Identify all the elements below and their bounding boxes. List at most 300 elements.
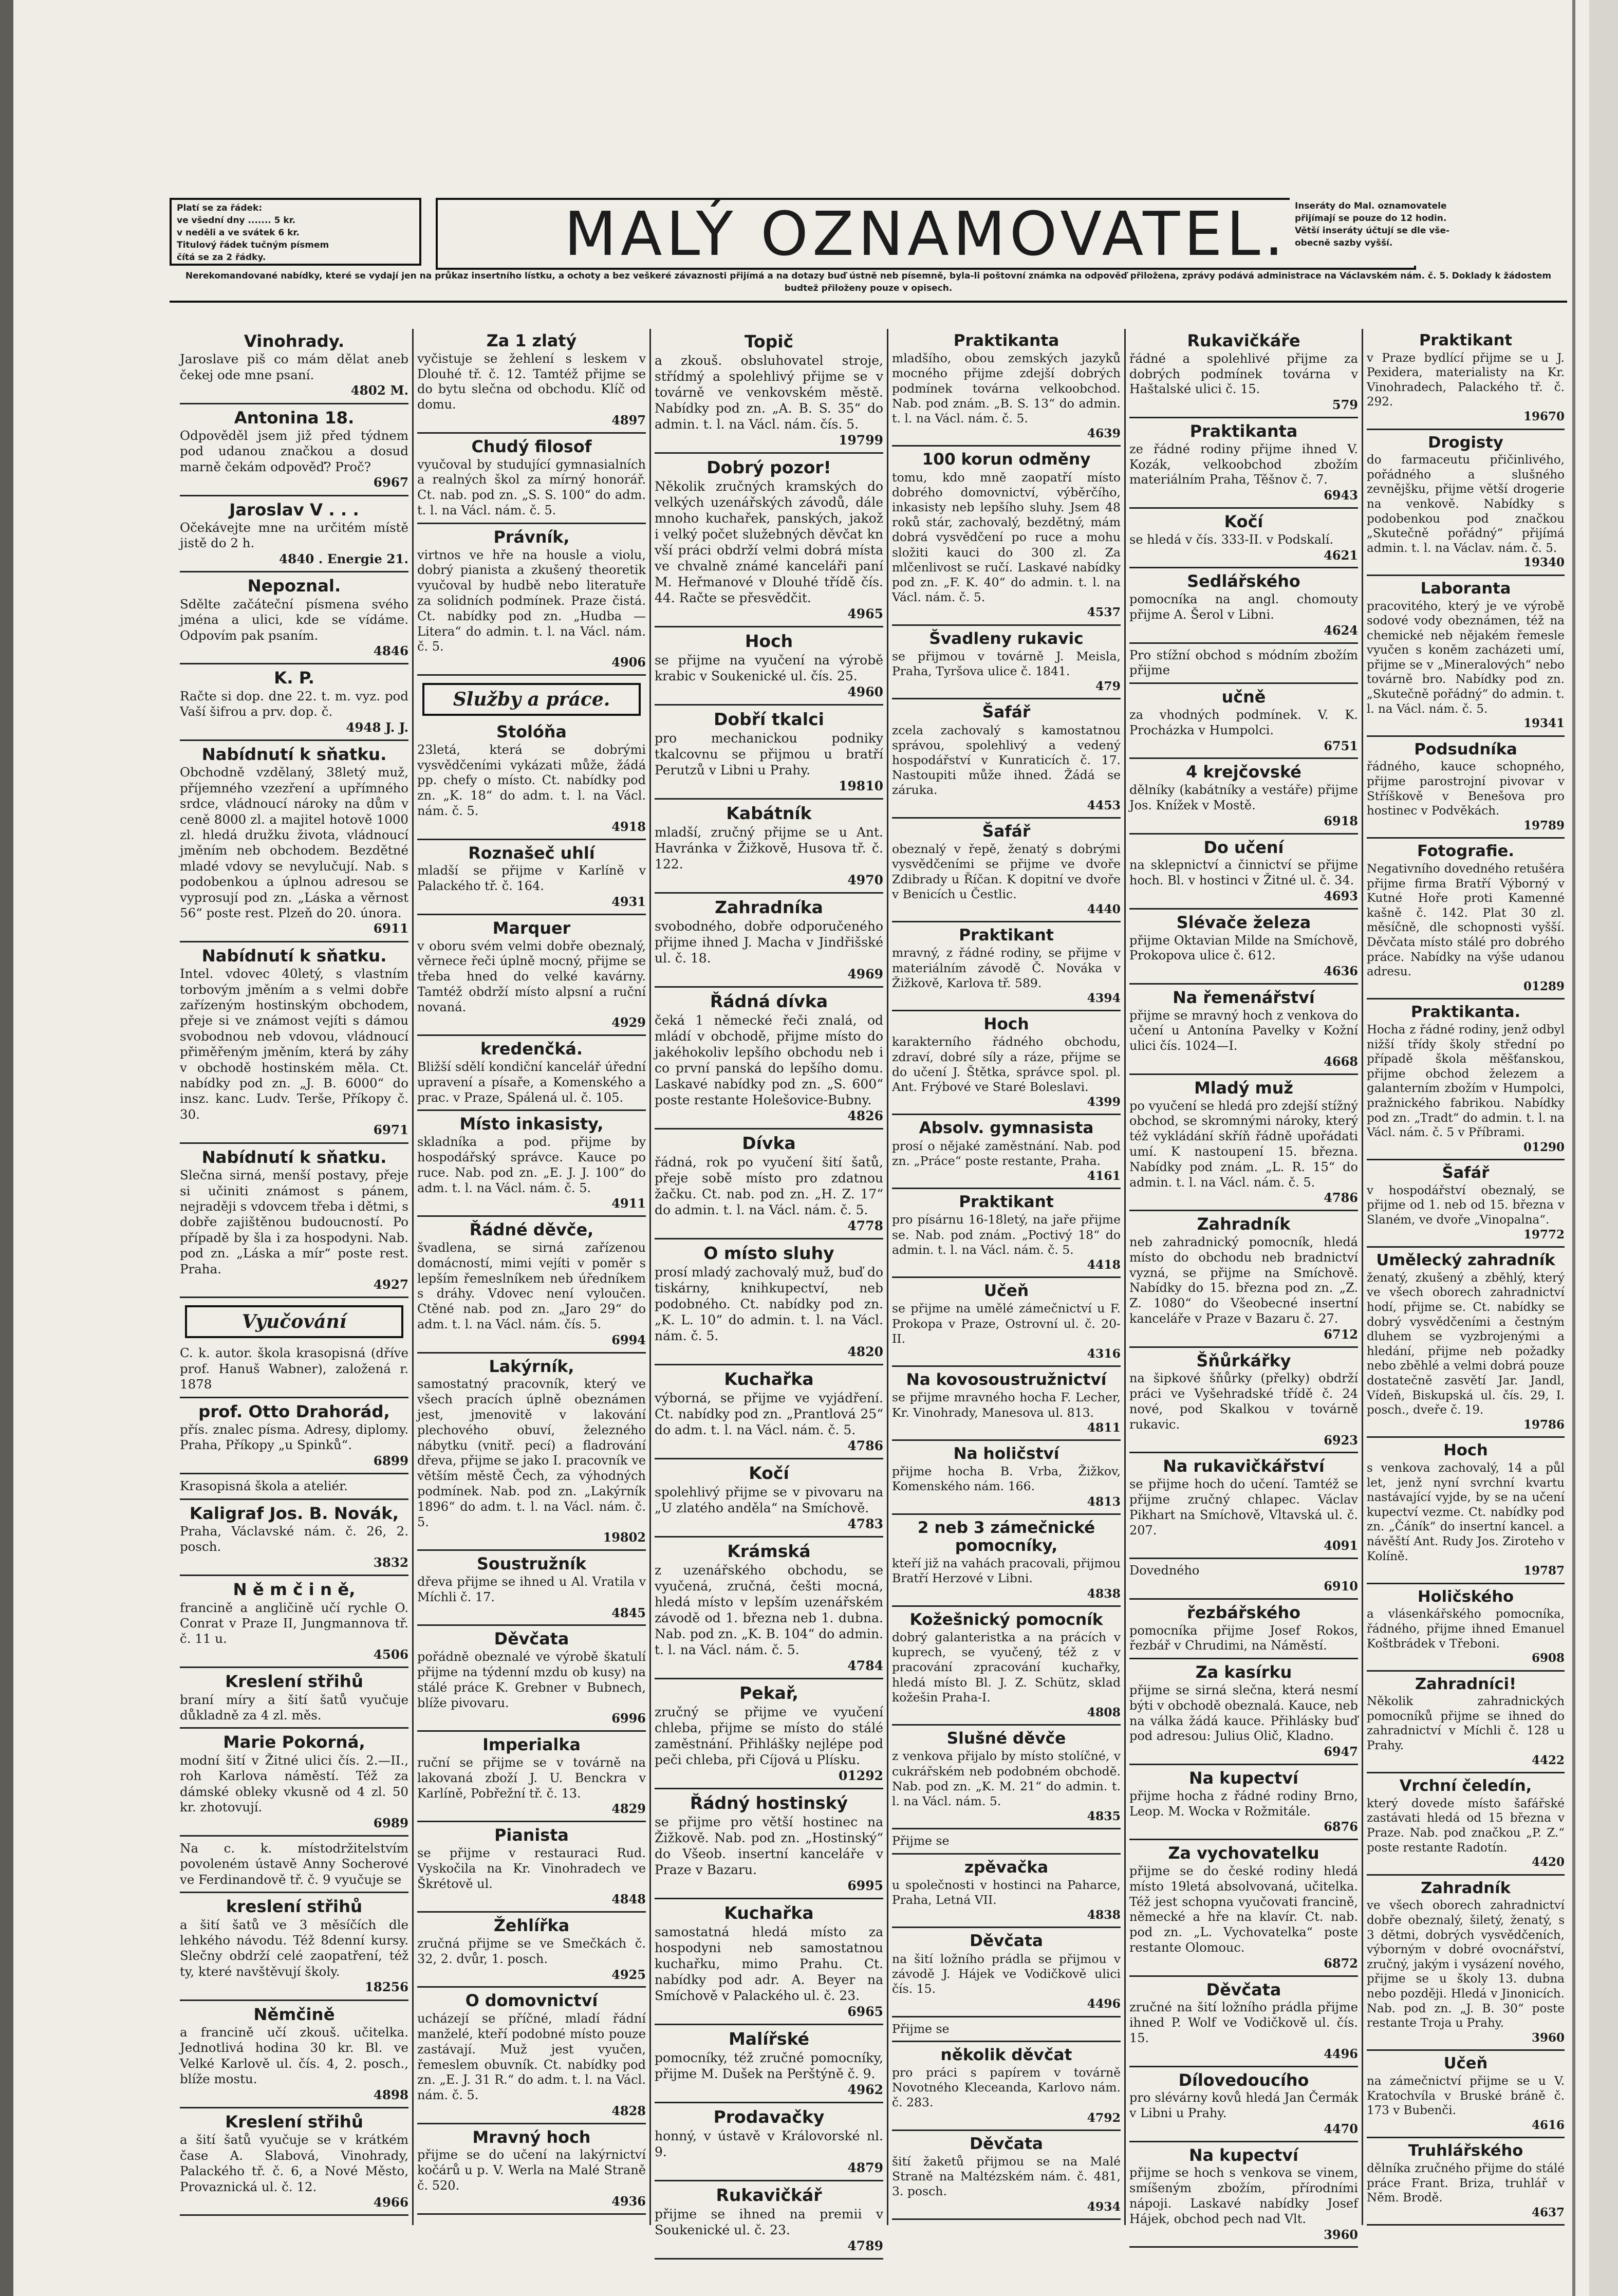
rates-box-left <box>170 198 421 266</box>
classified-ad <box>655 2107 883 2181</box>
ad-body: mladší se přijme v Karlíně v Palackého tř. č. 164. <box>417 863 646 894</box>
ad-separator <box>180 495 408 496</box>
ad-number: 4820 <box>847 1344 883 1359</box>
ad-separator <box>1129 1558 1358 1559</box>
ad-body: čeká 1 německé řeči znalá, od mládí v obchodě, přijme místo do jakéhokoliv lepšího obchodu neb i co první panská do lepšího domu. Laskavé nabídky pod zn. „S. 600“ poste restante Holešovice-Bubny. <box>655 1013 883 1107</box>
classified-ad <box>892 451 1121 625</box>
classified-ad <box>892 823 1121 922</box>
classified-ad <box>180 1580 408 1668</box>
ad-separator <box>417 1352 646 1354</box>
ad-heading: zpěvačka <box>964 1858 1049 1877</box>
classified-ad <box>417 2128 646 2215</box>
classified-ad <box>1129 572 1358 643</box>
ad-body: samostatná hledá místo za hospodyni neb samostatnou kuchařku, mimo Prahu. Ct. nabídky pod adr. A. Beyer na Smíchově v Palackého ul. č. 23. <box>655 1924 883 2003</box>
ad-heading: kreslení střihů <box>226 1897 363 1917</box>
ad-number: 4786 <box>1324 1190 1358 1206</box>
masthead-note: Nerekomandované nabídky, které se vydají jen na průkaz insertního lístku, a ochoty a bez veškeré závaznosti přijímá a na dotazy buď ústně neb písemně, byla-li poštovní známka na odpověď přiložena, zprávy podává administrace na Václavském nám. č. 5. Doklady k žádostem budtež přiloženy pouze v opisech. <box>185 271 1552 293</box>
ad-number: 4420 <box>1531 1855 1565 1869</box>
ad-body: přijme se do české rodiny hledá místo 19letá absolvovaná, učitelka. Též jest schopna vyučovati francině, německé a hře na klavír. Ct. nab. pod zn. „L. Vychovatelka“ poste restante Olomouc. <box>1129 1863 1358 1955</box>
classified-ad <box>180 501 408 573</box>
ad-separator <box>417 1215 646 1217</box>
classified-ad <box>417 1358 646 1551</box>
classified-ad <box>180 409 408 496</box>
ad-number: 6923 <box>1324 1432 1358 1448</box>
classified-ad <box>1367 2055 1565 2138</box>
classified-ad <box>180 1148 408 1299</box>
ad-heading: Praktikanta <box>1189 421 1298 441</box>
ad-heading: řezbářského <box>1187 1603 1300 1622</box>
ad-separator <box>1129 1073 1358 1075</box>
ad-body: samostatný pracovník, který ve všech pracích úplně obeznámen jest, jmenovitě v lakování plechového obuví, železného nábytku (vnitř. pecí) a fladrování dřeva, přijme se jako I. pracovník ve větším městě Čech, za výhodných podmínek. Nab. pod zn. „Lakýrník 1896“ do adm. t. l. na Václ. nám. č. 5. <box>417 1377 646 1529</box>
ad-body: v oboru svém velmi dobře obeznalý, věrnece řeči úplně mocný, přijme se třeba hned do velké kavárny. Tamtéž obdrží místo alpsní a ruční novaná. <box>417 938 646 1014</box>
ad-body: neb zahradnický pomocník, hledá místo do obchodu neb bradnictví vyzná, se přijme na Smíchově. Nabídky do 15. března pod zn. „Z. Z. 1080“ do Všeobecné insertní kanceláře v Praze v Bazaru č. 27. <box>1129 1235 1358 1326</box>
ad-number: 4838 <box>1087 1586 1121 1601</box>
ad-body: a zkouš. obsluhovatel stroje, střídmý a spolehlivý přijme se v továrně ve venkovském městě. Nabídky pod zn. „A. B. S. 35“ do admin. t. l. na Václ. nám. čís. 5. <box>655 353 883 432</box>
ad-heading: Vrchní čeledín, <box>1399 1777 1532 1795</box>
classified-ad <box>892 1193 1121 1278</box>
ad-number: 6876 <box>1324 1819 1358 1835</box>
ad-number: 4316 <box>1087 1346 1121 1361</box>
ad-separator <box>892 817 1121 819</box>
ad-body: za vhodných podmínek. V. K. Procházka v Humpolci. <box>1129 707 1358 737</box>
ad-body: Slečna sirná, menší postavy, přeje si učiniti známost s pánem, nejraději s vdovcem třeba i dětmi, s dobře zajištěnou budoucností. Po případě by šla i za hospodyni. Nab. pod zn. „Láska a mír“ poste rest. Praha. <box>180 1168 408 1276</box>
rates-line: Platí se za řádek: <box>177 203 263 213</box>
classified-ad <box>180 2113 408 2216</box>
classified-ad <box>1129 2146 1358 2248</box>
classified-ad <box>655 2029 883 2103</box>
ad-heading: Šňůrkářky <box>1196 1351 1291 1371</box>
ad-number: 4960 <box>847 684 883 699</box>
ad-heading: Prodavačky <box>713 2107 825 2127</box>
classified-ad <box>417 1555 646 1626</box>
classified-ad <box>1367 1004 1565 1160</box>
ad-body: a francině učí zkouš. učitelka. Jednotlivá hodina 30 kr. Bl. ve Velké Karlově ul. čís. 4, 2. posch., blíže mostu. <box>180 2024 408 2087</box>
ad-number: 4778 <box>847 1218 883 1233</box>
ad-heading: Absolv. gymnasista <box>919 1119 1094 1138</box>
ad-separator <box>417 523 646 524</box>
ad-heading: Zahradník <box>1421 1879 1511 1897</box>
classified-ad <box>417 1221 646 1353</box>
ad-body: Račte si dop. dne 22. t. m. vyz. pod Vaší šifrou a prv. dop. č. <box>180 688 408 719</box>
ad-separator <box>655 1678 883 1679</box>
classified-ad <box>1367 1880 1565 2051</box>
ad-heading: Kočí <box>749 1463 789 1483</box>
classified-ad <box>417 438 646 524</box>
classified-ad <box>655 898 883 988</box>
ad-separator <box>1367 1583 1565 1584</box>
classified-ad <box>1129 1981 1358 2067</box>
classified-ad <box>655 1683 883 1789</box>
ad-separator <box>655 2102 883 2103</box>
ad-number: 4506 <box>373 1646 408 1662</box>
ad-body: pracovitého, který je ve výrobě sodové vody obeznámen, též na chemické neb nějakém řemesle vyučen s koněm zacházeti umí, přijme se v „Mineralových“ nebo továrně bro. Nabídky pod zn. „Skutečně pořádný“ do admin. t. l. na Václ. nám. č. 5. <box>1367 599 1565 716</box>
classified-ad <box>180 1478 408 1499</box>
classified-ad <box>892 1932 1121 2017</box>
ad-body: pomocníka na angl. chomouty přijme A. Šerol v Libni. <box>1129 592 1358 622</box>
column-divider <box>412 329 414 2225</box>
rates-line: v neděli a ve svátek 6 kr. <box>177 228 300 238</box>
ad-heading: Pekař, <box>739 1683 798 1703</box>
classified-ad <box>180 2005 408 2108</box>
classified-ad <box>1367 1252 1565 1438</box>
ad-number: 19670 <box>1523 409 1565 423</box>
ad-number: 3832 <box>373 1554 408 1570</box>
classified-ad <box>180 669 408 741</box>
classified-ad <box>1367 1164 1565 1248</box>
classified-ad <box>417 1040 646 1111</box>
ad-body: přís. znalec písma. Adresy, diplomy. Praha, Příkopy „u Spinků“. <box>180 1421 408 1453</box>
ad-heading: Šafář <box>1442 1164 1490 1182</box>
classified-ad <box>892 1445 1121 1515</box>
ad-separator <box>655 1364 883 1365</box>
ad-separator <box>1129 1658 1358 1659</box>
classified-ad <box>1367 843 1565 999</box>
ad-heading: Malířské <box>728 2029 810 2049</box>
ad-heading: Kožešnický pomocník <box>909 1610 1103 1629</box>
ad-number: 4848 <box>611 1892 646 1907</box>
ad-body: vyučoval by studující gymnasialních a realných škol za mírný honorář. Ct. nab. pod zn. „S. S. 100“ do adm. t. l. na Václ. nám. č. 5. <box>417 457 646 517</box>
ad-body: zručná přijme se ve Smečkách č. 32, 2. dvůr, 1. posch. <box>417 1936 646 1966</box>
classified-ad <box>1367 741 1565 839</box>
ad-body: se přijme na umělé zámečnictví u F. Prokopa v Praze, Ostrovní ul. č. 20-II. <box>892 1301 1121 1346</box>
ad-body: na šipkové šňůrky (přelky) obdrží práci ve Vyšehradské třídě č. 24 nové, pod Skalkou v továrně rukavic. <box>1129 1371 1358 1432</box>
ad-body: svobodného, dobře odporučeného přijme ihned J. Macha v Jindřišské ul. č. 18. <box>655 919 883 966</box>
ad-body: prosí o nějaké zaměstnání. Nab. pod zn. „Práce“ poste restante, Praha. <box>892 1138 1121 1168</box>
ad-separator <box>180 1727 408 1729</box>
ad-number: 4918 <box>611 819 646 834</box>
ad-number: 6910 <box>1324 1578 1358 1594</box>
ad-heading: Soustružník <box>476 1554 586 1574</box>
ad-number: 4639 <box>1087 426 1121 441</box>
ad-separator <box>1367 2224 1565 2226</box>
ad-number: 19799 <box>839 433 883 448</box>
ad-separator <box>892 1853 1121 1855</box>
ad-separator <box>1129 1346 1358 1348</box>
ad-heading: Nabídnutí k sňatku. <box>201 1147 387 1167</box>
ad-number: 19786 <box>1523 1417 1565 1432</box>
ad-number: 6967 <box>373 475 408 490</box>
classified-ad <box>1129 839 1358 910</box>
ad-heading: Šafář <box>982 703 1031 722</box>
ad-body: Jaroslave piš co mám dělat aneb čekej ode mne psaní. <box>180 351 408 382</box>
classified-ad <box>1367 332 1565 430</box>
ad-heading: Řádná dívka <box>710 991 828 1011</box>
classified-ad <box>1367 1442 1565 1584</box>
ad-heading: Antonina 18. <box>234 408 355 428</box>
ad-heading: Dílovedoucího <box>1178 2070 1309 2090</box>
classified-ad <box>655 1134 883 1239</box>
ad-body: na šití ložního prádla se přijmou v závodě J. Hájek ve Vodičkově ulici čís. 15. <box>892 1951 1121 1996</box>
ad-body: Na c. k. místodržitelstvím povoleném ústavě Anny Socherové ve Ferdinandově tř. č. 9 vyučuje se <box>180 1840 408 1887</box>
ad-body: v hospodářství obeznalý, se přijme od 1. neb od 15. března v Slaném, ve dvoře „Vinopalna“. <box>1367 1183 1565 1227</box>
ad-separator <box>892 1188 1121 1189</box>
ad-body: dřeva přijme se ihned u Al. Vratila v Míchli č. 17. <box>417 1574 646 1604</box>
ad-heading: Lakýrník, <box>489 1357 574 1376</box>
ad-body: řádného, kauce schopného, přijme parostrojní pivovar v Stříškově v Benešova pro hostinec v Podvěkách. <box>1367 760 1565 818</box>
ad-separator <box>417 1911 646 1913</box>
rates-line: přijímají se pouze do 12 hodin. <box>1295 213 1447 224</box>
ad-heading: Právník, <box>493 527 570 547</box>
classified-ad <box>417 723 646 840</box>
classified-ad <box>1129 1604 1358 1659</box>
classified-ad <box>1129 513 1358 568</box>
ad-number: 4927 <box>373 1276 408 1292</box>
column-divider <box>887 329 888 2225</box>
column-divider <box>649 329 651 2225</box>
ad-number: 4846 <box>373 643 408 658</box>
ad-heading: Praktikanta <box>953 331 1059 350</box>
classified-ad <box>892 1015 1121 1115</box>
ad-separator <box>1367 998 1565 999</box>
ad-separator <box>1129 1598 1358 1600</box>
classified-ad <box>1129 763 1358 834</box>
ad-body: Několik zahradnických pomocníků přijme se ihned do zahradnictví v Míchli č. 128 u Prahy. <box>1367 1695 1565 1753</box>
ad-separator <box>417 839 646 840</box>
ad-body: pro písárnu 16-18letý, na jaře přijme se. Nab. pod znám. „Poctivý 18“ do admin. t. l. na Václ. nám. č. 5. <box>892 1212 1121 1257</box>
ad-number: 6947 <box>1324 1744 1358 1760</box>
ad-body: spolehlivý přijme se v pivovaru na „U zlatého anděla“ na Smíchově. <box>655 1485 883 1515</box>
ad-column-4 <box>892 329 1121 2224</box>
classified-ad <box>892 703 1121 818</box>
ad-number: 4911 <box>611 1196 646 1211</box>
ad-heading: Na kupectví <box>1189 2145 1298 2165</box>
ad-separator <box>180 941 408 942</box>
ad-heading: Krámská <box>727 1541 811 1561</box>
classified-ad <box>1367 1676 1565 1774</box>
ad-number: 4826 <box>847 1108 883 1123</box>
classified-ad <box>1129 989 1358 1075</box>
ad-separator <box>417 1034 646 1036</box>
rates-line: obecně sazby vyšší. <box>1295 238 1393 248</box>
classified-ad <box>1367 580 1565 737</box>
title-box <box>436 198 1416 270</box>
ad-heading: Učeň <box>983 1282 1029 1301</box>
ad-heading: Nabídnutí k sňatku. <box>201 946 387 966</box>
ad-number: 4931 <box>611 894 646 909</box>
ad-separator <box>892 1927 1121 1928</box>
ad-heading: O místo sluhy <box>703 1243 834 1263</box>
classified-ad <box>180 1345 408 1398</box>
ad-number: 19341 <box>1523 716 1565 731</box>
ad-separator <box>892 624 1121 626</box>
ad-heading: Slévače železa <box>1176 913 1311 932</box>
masthead <box>170 198 1567 306</box>
column-divider <box>1362 329 1363 2225</box>
ad-number: 4811 <box>1087 1420 1121 1435</box>
column-divider <box>1124 329 1126 2225</box>
ad-heading: kredenčká. <box>480 1040 583 1059</box>
ad-heading: Sedlářského <box>1187 572 1300 591</box>
ad-separator <box>1129 1452 1358 1453</box>
classified-ad <box>892 1371 1121 1441</box>
classified-ad <box>1129 1079 1358 1211</box>
ad-body: se přijme mravného hocha F. Lecher, Kr. Vinohrady, Manesova ul. 813. <box>892 1390 1121 1420</box>
classified-ad <box>180 1841 408 1893</box>
ad-separator <box>1129 2246 1358 2248</box>
ad-body: Několik zručných kramských do velkých uzenářských závodů, dále mnoho kuchařek, panských, jakož i velký počet služebných děvčat kn vší práci obdrží velmi dobrá místa ve chvalně známé kanceláři paní M. Heřmanové v Dlouhé třídě čís. 44. Račte se přesvědčit. <box>655 479 883 605</box>
ad-separator <box>417 1821 646 1822</box>
ad-heading: Učeň <box>1443 2054 1488 2073</box>
ad-body: vyčistuje se žehlení s leskem v Dlouhé tř. č. 12. Tamtéž přijme se do bytu slečna od obchodu. Klíč od domu. <box>417 351 646 412</box>
ad-separator <box>1129 417 1358 418</box>
ad-number: 01292 <box>839 1768 883 1783</box>
ad-separator <box>892 445 1121 447</box>
ad-separator <box>1129 1210 1358 1211</box>
ad-heading: Místo inkasisty, <box>459 1115 604 1134</box>
ad-heading: Mladý muž <box>1194 1078 1293 1098</box>
classified-ad <box>655 1793 883 1899</box>
ad-body: pro mechanickou podniky tkalcovnu se přijmou u bratří Perutzů v Libni u Prahy. <box>655 731 883 777</box>
ad-heading: Na řemenářství <box>1173 988 1315 1007</box>
ad-body: C. k. autor. škola krasopisná (dříve prof. Hanuš Wabner), založená r. 1878 <box>180 1345 408 1392</box>
ad-separator <box>1129 2066 1358 2067</box>
ad-body: řádná, rok po vyučení šití šatů, přeje sobě místo pro zdatnou žačku. Ct. nab. pod zn. „H. Z. 17“ do admin. t. l. na Václ. nám. č. 5. <box>655 1155 883 1217</box>
ad-body: Negativního dovedného retušéra přijme firma Bratří Výborný v Kutné Hoře proti Kamenné kašně č. 142. Plat 30 zl. měsíčně, dle schopnosti vyšší. Děvčata místo stálé pro dobrého práce. Nabídky na výše udanou adresu. <box>1367 862 1565 979</box>
ad-heading: Hoch <box>745 631 793 651</box>
ad-separator <box>655 2258 883 2260</box>
classified-ad <box>1129 1844 1358 1976</box>
ad-body: mladší, zručný přijme se u Ant. Havránka v Žižkově, Husova tř. č. 122. <box>655 825 883 872</box>
ad-number: 4829 <box>611 1801 646 1817</box>
rates-box-right <box>1290 198 1567 266</box>
ad-separator <box>417 432 646 434</box>
classified-ad <box>892 2135 1121 2220</box>
ad-separator <box>417 1730 646 1732</box>
ad-separator <box>1367 429 1565 430</box>
ad-heading: učně <box>1221 688 1266 707</box>
ad-separator <box>1367 735 1565 737</box>
ad-heading: Za kasírku <box>1195 1663 1292 1682</box>
ad-number: 19789 <box>1523 818 1565 832</box>
classified-ad <box>892 1859 1121 1929</box>
ad-number: 6994 <box>611 1332 646 1347</box>
ad-separator <box>892 1439 1121 1441</box>
ad-body: Hocha z řádné rodiny, jenž odbyl nižší třídy školy střední po případě škola měšťanskou, přijme obchod železem a galanterním zbožím v Humpolci, pražnického fabrikou. Nabídky pod zn. „Tradt“ do admin. t. l. na Václ. nám. č. 5 v Příbrami. <box>1367 1023 1565 1140</box>
ad-body: se přijme hoch do učení. Tamtéž se přijme zručný chlapec. Václav Pikhart na Smíchově, Vltavská ul. č. 207. <box>1129 1477 1358 1538</box>
page-fold-line <box>1572 0 1575 2296</box>
ad-heading: 100 korun odměny <box>922 450 1091 469</box>
ad-number: 4879 <box>847 2160 883 2175</box>
ad-number: 4637 <box>1531 2205 1565 2219</box>
ad-separator <box>892 1010 1121 1011</box>
classified-ad <box>417 1917 646 1988</box>
ad-separator <box>892 2218 1121 2220</box>
ad-number: 4962 <box>847 2082 883 2097</box>
ad-heading: Němčině <box>253 2004 335 2024</box>
ad-heading: Kabátník <box>726 803 812 823</box>
ad-heading: Nepoznal. <box>247 576 341 596</box>
rates-line: Větší inseráty účtují se dle vše- <box>1295 226 1450 236</box>
ad-separator <box>1129 983 1358 985</box>
ad-number: 4418 <box>1087 1257 1121 1272</box>
ad-body: Přijme se <box>892 2021 950 2036</box>
ad-number: 01289 <box>1523 979 1565 993</box>
classified-ad <box>180 1897 408 2001</box>
ad-separator <box>1367 1436 1565 1438</box>
ad-heading: 4 krejčovské <box>1186 763 1301 782</box>
ad-heading: Hoch <box>983 1015 1029 1034</box>
classified-ad <box>417 332 646 434</box>
ad-number: 4496 <box>1324 2046 1358 2061</box>
ad-heading: Žehlířka <box>493 1916 570 1936</box>
ad-number: 4668 <box>1324 1054 1358 1069</box>
ad-heading: N ě m č i n ě, <box>233 1580 356 1600</box>
ad-body: Dovedného <box>1129 1563 1200 1578</box>
ad-separator <box>180 1575 408 1576</box>
classified-ad <box>892 927 1121 1011</box>
ad-body: a šití šatů vyučuje se v krátkém čase A. Slabová, Vinohrady, Palackého tř. č. 6, a Nové Město, Provaznická ul. č. 12. <box>180 2132 408 2194</box>
ad-body: Sdělte začáteční písmena svého jména a ulici, kde se vídáme. Odpovím pak psaním. <box>180 596 408 643</box>
ad-number: 4969 <box>847 967 883 982</box>
ad-number: 19802 <box>603 1530 646 1545</box>
ad-separator <box>180 663 408 664</box>
ad-heading: Praktikanta. <box>1410 1003 1521 1022</box>
ad-heading: Děvčata <box>494 1630 569 1649</box>
ad-heading: Slušné děvče <box>946 1729 1066 1748</box>
classified-ad <box>180 947 408 1144</box>
ad-column-3 <box>655 329 883 2264</box>
ad-body: ucházejí se příčné, mladí řádní manželé, kteří podobné místo pouze zastávají. Muž jest vyučen, řemeslem obuvník. Ct. nabídky pod zn. „E. J. 31 R.“ do adm. t. l. na Václ. nám. č. 5. <box>417 2011 646 2103</box>
classified-ad <box>892 1519 1121 1607</box>
ad-separator <box>892 1605 1121 1607</box>
ad-separator <box>1129 682 1358 684</box>
ad-heading: Vinohrady. <box>244 331 345 351</box>
ad-separator <box>655 1238 883 1239</box>
ad-separator <box>180 1667 408 1668</box>
ad-separator <box>180 1498 408 1500</box>
ad-separator <box>655 1128 883 1130</box>
ad-heading: Laboranta <box>1420 579 1511 598</box>
ad-number: 3960 <box>1324 2227 1358 2242</box>
classified-ad <box>892 630 1121 700</box>
ad-column-2 <box>417 329 646 2219</box>
ad-body: výborná, se přijme ve vyjádření. Ct. nabídky pod zn. „Prantlová 25“ do adm. t. l. na Václ. nám. č. 5. <box>655 1391 883 1437</box>
classified-ad <box>417 1992 646 2124</box>
ad-separator <box>1129 642 1358 644</box>
ad-body: pomocníky, též zručné pomocníky, přijme M. Dušek na Perštýně č. 9. <box>655 2050 883 2081</box>
classified-ad <box>1129 1663 1358 1765</box>
ad-body: virtnos ve hře na housle a violu, dobrý pianista a zkušený theoretik vyučoval by hudbě nebo literatuře za solidních podmínek. Praze čistá. Ct. nabídky pod zn. „Hudba — Litera“ do admin. t. l. na Václ. nám. č. 5. <box>417 547 646 654</box>
classified-ad <box>1129 1352 1358 1454</box>
classified-ad <box>1367 1777 1565 1876</box>
ad-body: se přijme v restauraci Rud. Vyskočila na Kr. Vinohradech ve Škrétově ul. <box>417 1845 646 1891</box>
ad-separator <box>1129 1764 1358 1765</box>
ad-number: 4948 J. J. <box>346 719 408 735</box>
ad-number: 19772 <box>1523 1227 1565 1242</box>
ad-body: zručné na šití ložního prádla přijme ihned P. Wolf ve Vodičkově ul. čís. 15. <box>1129 2000 1358 2045</box>
ad-body: a vlásenkářského pomocníka, řádného, přijme ihned Emanuel Koštbrádek v Třeboni. <box>1367 1607 1565 1651</box>
ad-body: braní míry a šití šatů vyučuje důkladně za 4 zl. měs. <box>180 1692 408 1723</box>
ad-number: 579 <box>1332 397 1358 413</box>
ad-heading: Imperialka <box>482 1735 581 1755</box>
ad-body: přijme se hoch s venkova se vinem, smíšeným zbožím, přírodními nápoji. Laskavé nabídky Josef Hájek, obchod pech nad Vlt. <box>1129 2165 1358 2226</box>
ad-heading: Zahradníci! <box>1415 1675 1517 1693</box>
ad-separator <box>892 1114 1121 1115</box>
ad-separator <box>655 798 883 800</box>
ad-body: 23letá, která se dobrými vysvědčeními vykázati může, žádá pp. chefy o místo. Ct. nabídky pod zn. „K. 18“ do adm. t. l. na Václ. nám. č. 5. <box>417 742 646 818</box>
ad-number: 4906 <box>611 655 646 670</box>
classified-ad <box>655 2186 883 2260</box>
ad-heading: K. P. <box>274 668 314 688</box>
ad-body: na zámečnictví přijme se u V. Kratochvíla v Bruské bráně č. 173 v Bubenči. <box>1367 2074 1565 2118</box>
ad-separator <box>180 1142 408 1144</box>
ad-separator <box>655 2024 883 2025</box>
ad-number: 4898 <box>373 2087 408 2102</box>
classified-ad <box>1129 914 1358 985</box>
ad-body: pro slévárny kovů hledá Jan Čermák v Libni u Prahy. <box>1129 2090 1358 2121</box>
ad-separator <box>892 2041 1121 2042</box>
ad-heading: Jaroslav V . . . <box>229 499 359 520</box>
